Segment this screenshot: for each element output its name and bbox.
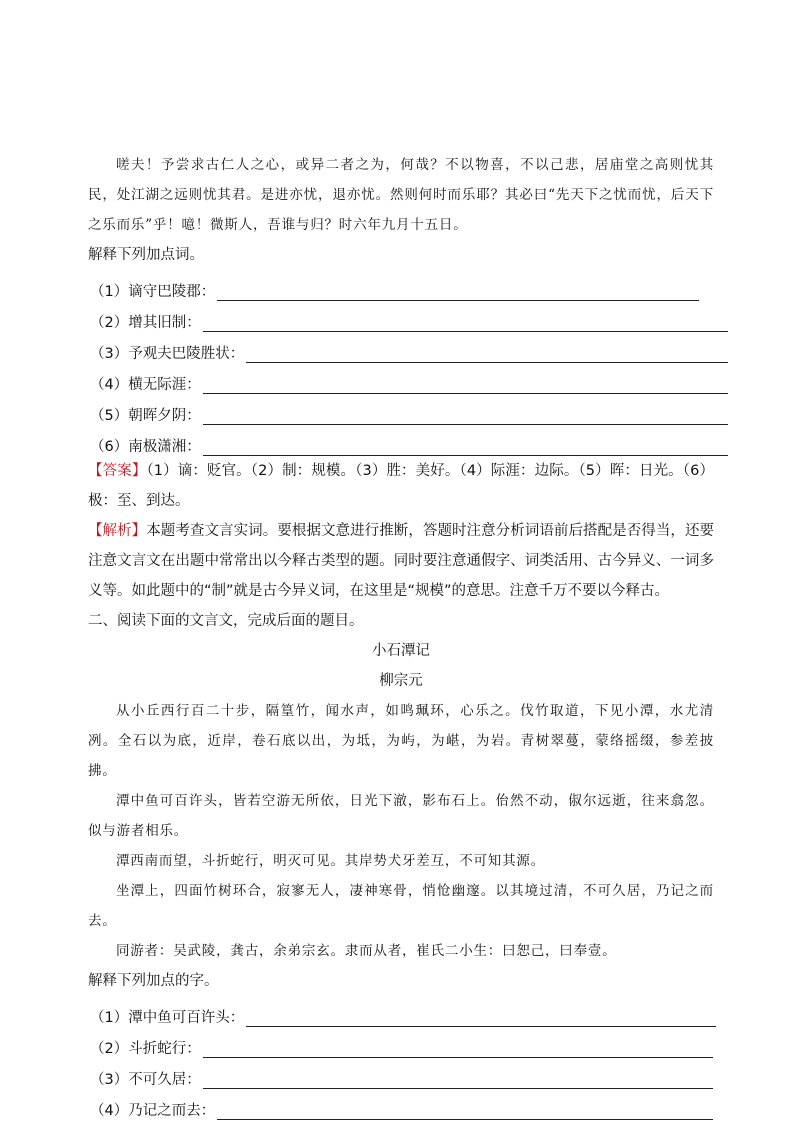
answer-blank[interactable]: [203, 373, 728, 394]
analysis-block: [88, 516, 714, 606]
passage-title: 小石潭记: [372, 643, 430, 659]
passage2-paragraph: 坐潭上，四面竹树环合，寂寥无人，凄神寒骨，悄怆幽邃。以其境过清，不可久居，乃记之而去。: [88, 883, 714, 929]
answer-text: （1）谪：贬官。（2）制：规模。（3）胜：美好。（4）际涯：边际。（5）晖：日光。（6）极：至、到达。: [88, 463, 714, 509]
question1-item: [88, 363, 714, 394]
question1-prompt: 解释下列加点词。: [88, 247, 204, 263]
answer-blank[interactable]: [203, 404, 728, 425]
passage-paragraph: 嗟夫！予尝求古仁人之心，或异二者之为，何哉？不以物喜，不以己悲，居庙堂之高则忧其民，处江湖之远则忧其君。是进亦忧，退亦忧。然则何时而乐耶？其必曰“先天下之忧而忧，后天下之乐而乐”乎！噫！微斯人，吾谁与归？时六年九月十五日。: [88, 157, 714, 233]
question1-item: [88, 394, 714, 425]
question1-item-label: （3）予观夫巴陵胜状：: [90, 346, 245, 362]
answer-block: [88, 456, 714, 516]
question2-item-label: （1）潭中鱼可百许头：: [90, 1010, 245, 1026]
question1-list: [88, 270, 714, 456]
question2-item: [88, 1027, 714, 1058]
passage-author: 柳宗元: [379, 673, 423, 689]
document-page: [88, 150, 714, 1120]
answer-blank[interactable]: [246, 1006, 716, 1027]
answer-blank[interactable]: [246, 342, 728, 363]
answer-tag: 【答案】: [88, 463, 147, 479]
question1-item-label: （5）朝晖夕阴：: [90, 408, 201, 424]
answer-blank[interactable]: [203, 1068, 713, 1089]
question2-prompt: 解释下列加点的字。: [88, 973, 219, 989]
question1-item: [88, 301, 714, 332]
passage2-paragraph: 潭西南而望，斗折蛇行，明灭可见。其岸势犬牙差互，不可知其源。: [116, 853, 545, 869]
answer-blank[interactable]: [203, 311, 728, 332]
question1-item: [88, 332, 714, 363]
passage2-paragraph: 从小丘西行百二十步，隔篁竹，闻水声，如鸣珮环，心乐之。伐竹取道，下见小潭，水尤清冽。全石以为底，近岸，卷石底以出，为坻，为屿，为嵁，为岩。青树翠蔓，蒙络摇缀，参差披拂。: [88, 703, 714, 779]
question2-item: [88, 996, 714, 1027]
question1-item-label: （1）谪守巴陵郡：: [90, 284, 216, 300]
analysis-text: 本题考查文言实词。要根据文意进行推断，答题时注意分析词语前后搭配是否得当，还要注意文言文在出题中常常出以今释古类型的题。同时要注意通假字、词类活用、古今异义、一词多义等。如此题中的“制”就是古今异义词，在这里是“规模”的意思。注意千万不要以今释古。: [88, 523, 715, 599]
answer-blank[interactable]: [203, 435, 728, 456]
question2-item-label: （4）乃记之而去：: [90, 1103, 216, 1119]
section2-heading: 二、阅读下面的文言文，完成后面的题目。: [88, 613, 364, 629]
question1-item: [88, 270, 714, 301]
answer-blank[interactable]: [217, 1099, 713, 1120]
question2-list: [88, 996, 714, 1120]
question1-item-label: （4）横无际涯：: [90, 377, 201, 393]
question2-item: [88, 1089, 714, 1120]
question1-item-label: （2）增其旧制：: [90, 315, 201, 331]
question1-item-label: （6）南极潇湘：: [90, 439, 201, 455]
analysis-tag: 【解析】: [88, 523, 147, 539]
passage2-paragraph: 潭中鱼可百许头，皆若空游无所依，日光下澈，影布石上。佁然不动，俶尔远逝，往来翕忽。似与游者相乐。: [88, 793, 714, 839]
question2-item: [88, 1058, 714, 1089]
question2-item-label: （3）不可久居：: [90, 1072, 201, 1088]
answer-blank[interactable]: [203, 1037, 713, 1058]
answer-blank[interactable]: [217, 280, 699, 301]
passage2-paragraph: 同游者：吴武陵，龚古，余弟宗玄。隶而从者，崔氏二小生：曰恕己，曰奉壹。: [116, 943, 617, 959]
question2-item-label: （2）斗折蛇行：: [90, 1041, 201, 1057]
question1-item: [88, 425, 714, 456]
